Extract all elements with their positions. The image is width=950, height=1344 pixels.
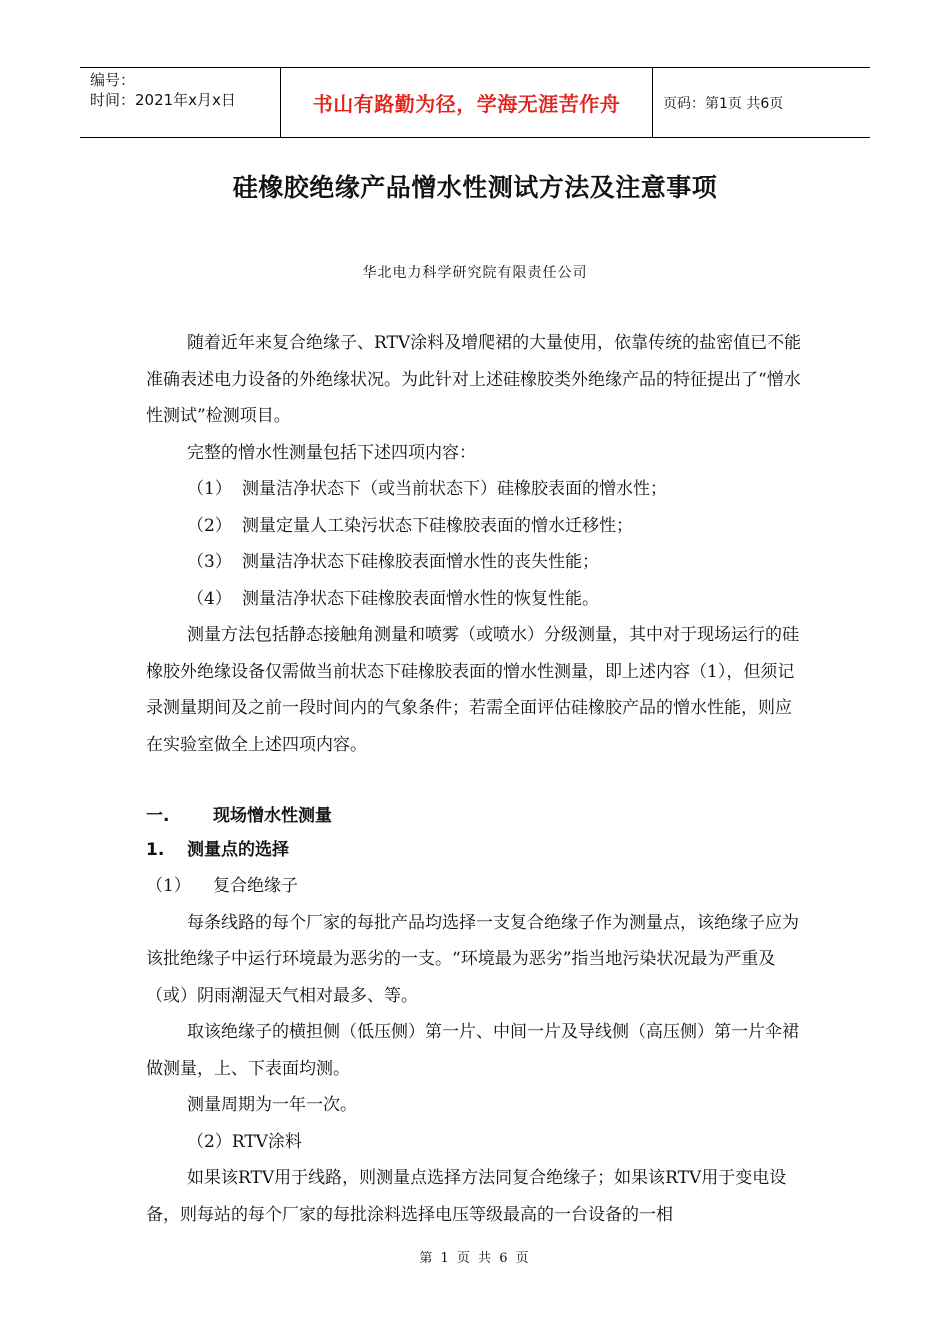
header-page-info: 页码：第1页 共6页 <box>663 95 784 112</box>
intro-paragraph: 测量方法包括静态接触角测量和喷雾（或喷水）分级测量，其中对于现场运行的硅橡胶外绝缘设备仅需做当前状态下硅橡胶表面的憎水性测量，即上述内容（1），但须记录测量期间及之前一段时间内的气象条件；若需全面评估硅橡胶产品的憎水性能，则应在实验室做全上述四项内容。 <box>146 625 799 755</box>
section-title: 现场憎水性测量 <box>213 806 332 826</box>
subsection-number: 1. <box>146 839 165 860</box>
list-item-text: 测量定量人工染污状态下硅橡胶表面的憎水迁移性； <box>242 515 633 536</box>
list-item-text: 测量洁净状态下硅橡胶表面憎水性的恢复性能。 <box>242 588 599 609</box>
section-heading <box>146 798 806 835</box>
item-title: 复合绝缘子 <box>213 876 298 896</box>
intro-paragraph: 随着近年来复合绝缘子、RTV涂料及增爬裙的大量使用，依靠传统的盐密值已不能准确表述电力设备的外绝缘状况。为此针对上述硅橡胶类外绝缘产品的特征提出了“憎水性测试”检测项目。 <box>146 333 802 426</box>
section-1 <box>146 798 806 1233</box>
document-header <box>80 67 870 138</box>
list-item <box>146 508 806 545</box>
list-item <box>146 471 806 508</box>
header-meta <box>80 68 280 137</box>
document-organization: 华北电力科学研究院有限责任公司 <box>362 265 588 281</box>
section-paragraph: 测量周期为一年一次。 <box>187 1095 357 1115</box>
intro-section <box>146 325 806 763</box>
section-paragraph: 取该绝缘子的横担侧（低压侧）第一片、中间一片及导线侧（高压侧）第一片伞裙做测量，上、下表面均测。 <box>146 1022 799 1079</box>
list-item <box>146 581 806 618</box>
section-paragraph: 每条线路的每个厂家的每批产品均选择一支复合绝缘子作为测量点，该绝缘子应为该批绝缘子中运行环境最为恶劣的一支。“环境最为恶劣”指当地污染状况最为严重及（或）阴雨潮湿天气相对最多、等。 <box>146 912 799 1006</box>
list-item-text: 测量洁净状态下（或当前状态下）硅橡胶表面的憎水性； <box>242 479 667 499</box>
item-heading: （2）RTV涂料 <box>187 1131 302 1152</box>
document-date: 时间：2021年x月x日 <box>90 91 236 109</box>
item-number: （1） <box>146 876 191 896</box>
list-item-number: （2） <box>187 515 232 536</box>
header-motto: 书山有路勤为径，学海无涯苦作舟 <box>280 68 653 137</box>
list-item-number: （3） <box>187 552 232 572</box>
section-number: 一. <box>146 806 170 826</box>
list-item-number: （1） <box>187 479 232 499</box>
list-item-number: （4） <box>187 588 232 609</box>
page-footer: 第 1 页 共 6 页 <box>419 1251 531 1266</box>
item-heading <box>146 868 806 905</box>
subsection-heading <box>146 832 806 869</box>
document-title: 硅橡胶绝缘产品憎水性测试方法及注意事项 <box>232 173 718 202</box>
section-paragraph: 如果该RTV用于线路，则测量点选择方法同复合绝缘子；如果该RTV用于变电设备，则每站的每个厂家的每批涂料选择电压等级最高的一台设备的一相 <box>146 1168 787 1225</box>
document-number-label: 编号： <box>90 71 136 89</box>
list-item <box>146 544 806 581</box>
list-item-text: 测量洁净状态下硅橡胶表面憎水性的丧失性能； <box>242 552 599 572</box>
intro-paragraph: 完整的憎水性测量包括下述四项内容： <box>187 442 476 463</box>
subsection-title: 测量点的选择 <box>187 839 289 860</box>
